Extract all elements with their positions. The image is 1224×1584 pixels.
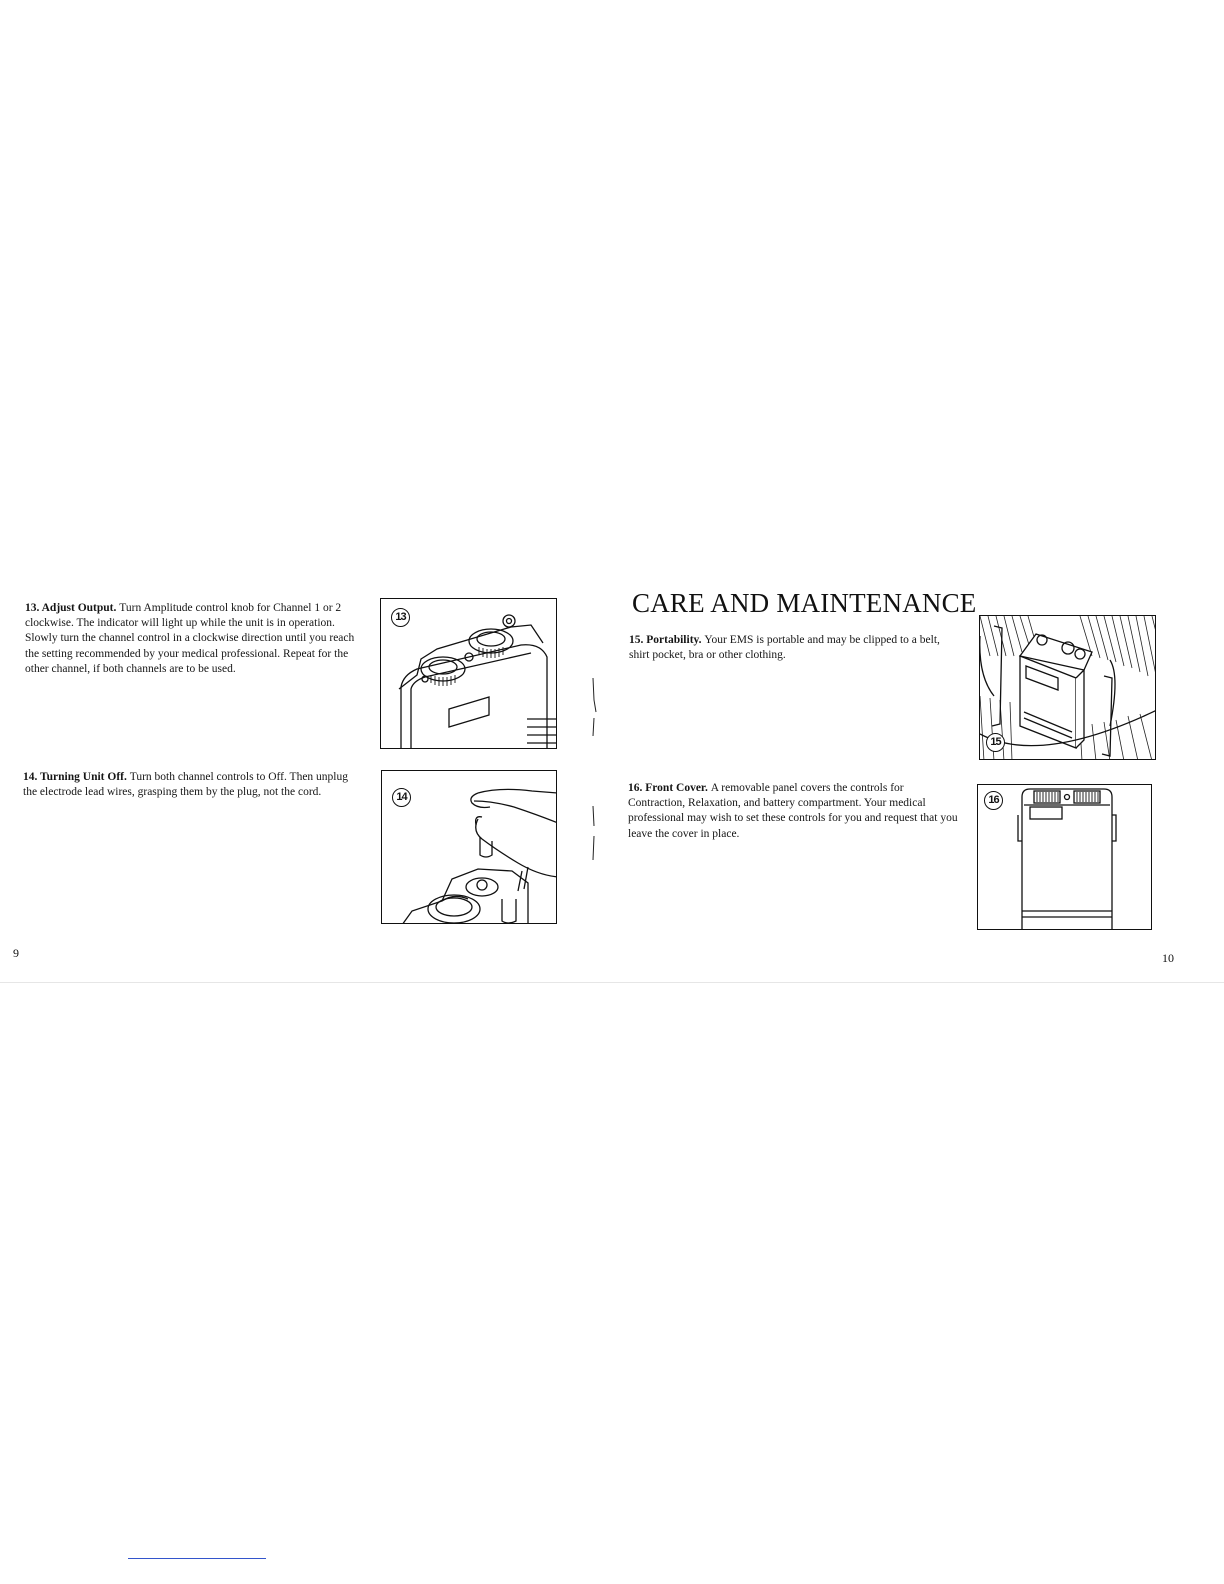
left-page-number: 9 — [13, 946, 19, 960]
figure-15-number: 15 — [986, 733, 1005, 752]
figure-14 — [381, 770, 557, 924]
step-15-title: 15. Portability. — [629, 634, 705, 646]
figure-16 — [977, 784, 1152, 930]
section-heading: CARE AND MAINTENANCE — [632, 588, 977, 618]
step-14-body: Turn both channel controls to Off. Then unplug the electrode lead wires, grasping them by the plug, not the cord. — [23, 771, 349, 799]
step-13-paragraph — [25, 601, 357, 677]
step-13-title: 13. Adjust Output. — [25, 602, 120, 614]
page-bottom-divider — [0, 982, 1224, 983]
figure-15 — [979, 615, 1156, 760]
front-cover-illustration — [978, 785, 1152, 930]
step-15-body: Your EMS is portable and may be clipped to a belt, shirt pocket, bra or other clothing. — [629, 634, 940, 662]
belt-clip-illustration — [980, 616, 1156, 760]
step-16-paragraph — [628, 781, 960, 842]
gutter-marks — [584, 672, 604, 872]
step-15-paragraph — [629, 633, 961, 663]
figure-16-number: 16 — [984, 791, 1003, 810]
figure-13 — [380, 598, 557, 749]
step-14-title: 14. Turning Unit Off. — [23, 771, 130, 783]
figure-13-number: 13 — [391, 608, 410, 627]
step-13-body: Turn Amplitude control knob for Channel 1 or 2 clockwise. The indicator will light up while the unit is in operation. Slowly turn the channel control in a clockwise direction until you reach the setting recommended by your medical professional. Repeat for the other channel, if both channels are to be used. — [25, 602, 355, 675]
figure-14-number: 14 — [392, 788, 411, 807]
step-16-body: A removable panel covers the controls for Contraction, Relaxation, and battery compartment. Your medical professional may wish to set these controls for you and request that you leave the cover in place. — [628, 782, 958, 840]
step-16-title: 16. Front Cover. — [628, 782, 711, 794]
step-14-paragraph — [23, 770, 357, 800]
right-page-number: 10 — [1162, 951, 1174, 965]
bottom-marker-line — [128, 1558, 266, 1559]
